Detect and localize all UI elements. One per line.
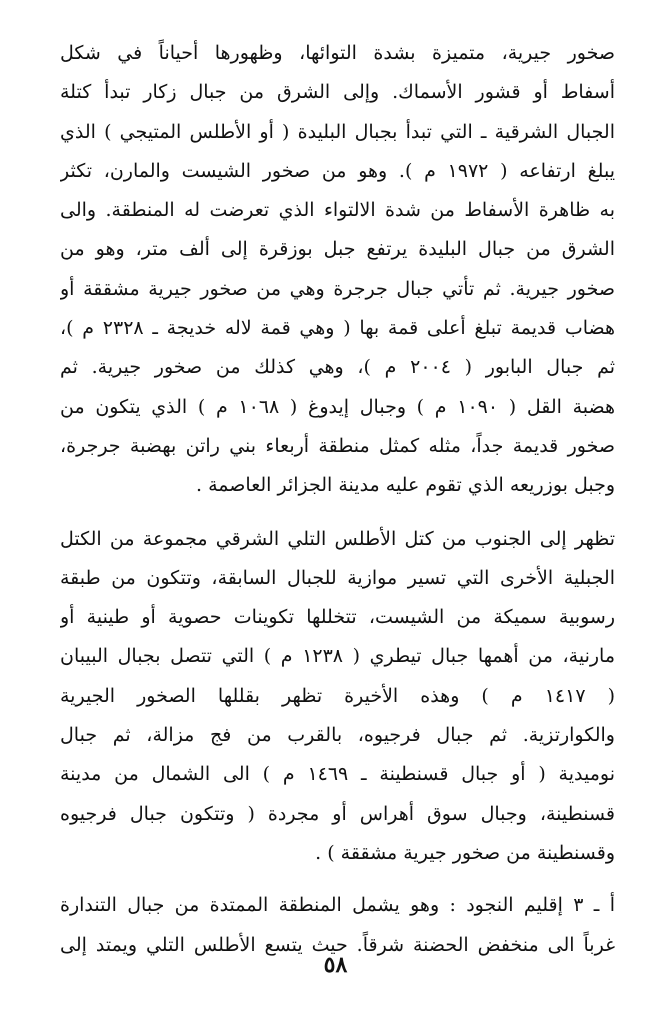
text-line: هضبة القل ( ١٠٩٠ م ) وجبال إيدوغ ( ١٠٦٨ م ) الذي يتكون من (60, 395, 615, 418)
text-line: تظهر إلى الجنوب من كتل الأطلس التلي الشرقي مجموعة من الكتل (60, 527, 615, 550)
text-line: به ظاهرة الأسفاط من شدة الالتواء الذي تعرضت له المنطقة. والى (60, 199, 615, 222)
paragraph-1 (60, 34, 615, 506)
text-line: وقسنطينة من صخور جيرية مشققة ) . (315, 841, 615, 864)
text-line: صخور جيرية. ثم تأتي جبال جرجرة وهي من صخور جيرية مشققة أو (60, 277, 615, 300)
text-line: الجبال الشرقية ـ التي تبدأ بجبال البليدة ( أو الأطلس المتيجي ) الذي (60, 120, 615, 143)
text-line: مارنية، من أهمها جبال تيطري ( ١٢٣٨ م ) التي تتصل بجبال البيبان (60, 645, 615, 668)
text-line: نوميدية ( أو جبال قسنطينة ـ ١٤٦٩ م ) الى الشمال من مدينة (60, 763, 615, 786)
text-line: هضاب قديمة تبلغ أعلى قمة بها ( وهي قمة لاله خديجة ـ ٢٣٢٨ م )، (60, 317, 615, 340)
text-line: والكوارتزية. ثم جبال فرجيوه، بالقرب من فج مزالة، ثم جبال (60, 724, 615, 747)
text-line: صخور جيرية، متميزة بشدة التوائها، وظهورها أحياناً في شكل (60, 42, 615, 64)
page-body (60, 34, 615, 965)
text-line: أسفاط أو قشور الأسماك. وإلى الشرق من جبال زكار تبدأ كتلة (60, 81, 615, 104)
text-line: ثم جبال البابور ( ٢٠٠٤ م )، وهي كذلك من صخور جيرية. ثم (60, 356, 615, 379)
text-line: الشرق من جبال البليدة يرتفع جبل بوزقرة إلى ألف متر، وهو من (60, 238, 615, 261)
text-line: الجبلية الأخرى التي تسير موازية للجبال السابقة، وتتكون من طبقة (60, 566, 615, 589)
paragraph-2 (60, 520, 615, 874)
text-line: غرباً الى منخفض الحضنة شرقاً. حيث يتسع الأطلس التلي ويمتد إلى (60, 933, 615, 956)
text-line: صخور قديمة جداً، مثله كمثل منطقة أربعاء بني راتن بهضبة جرجرة، (60, 434, 615, 457)
text-line: ( ١٤١٧ م ) وهذه الأخيرة تظهر بقللها الصخور الجيرية (60, 684, 615, 707)
text-line: يبلغ ارتفاعه ( ١٩٧٢ م ). وهو من صخور الشيست والمارن، تكثر (60, 159, 615, 182)
section-heading-line: أ ـ ٣ إقليم النجود : وهو يشمل المنطقة الممتدة من جبال التندارة (60, 894, 615, 917)
text-line: رسوبية سميكة من الشيست، تتخللها تكوينات حصوية أو طينية أو (60, 606, 615, 629)
text-line: قسنطينة، وجبال سوق أهراس أو مجردة ( وتتكون جبال فرجيوه (60, 802, 615, 825)
text-line: وجبل بوزريعه الذي تقوم عليه مدينة الجزائر العاصمة . (196, 474, 615, 497)
page-number: ٥٨ (323, 952, 348, 978)
